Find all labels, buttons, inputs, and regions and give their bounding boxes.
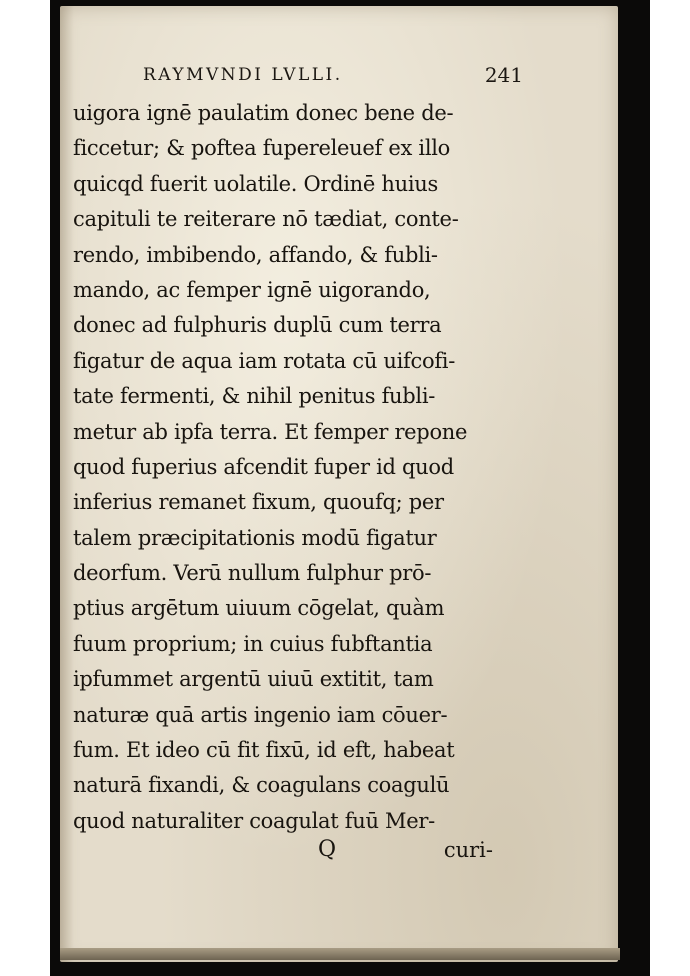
page-footer bbox=[143, 830, 493, 870]
text-line: quod naturaliter coagulat fuū Mer- bbox=[73, 808, 435, 833]
text-line: tate fermenti, & nihil penitus fubli- bbox=[73, 384, 436, 409]
text-line: figatur de aqua iam rotata cū uifcofi- bbox=[73, 348, 456, 373]
text-line: naturā fixandi, & coagulans coagulū bbox=[73, 773, 450, 798]
running-head: RAYMVNDI LVLLI. bbox=[143, 65, 343, 85]
folio-number: 241 bbox=[484, 63, 523, 87]
text-line: ficcetur; & poftea fupereleuef ex illo bbox=[73, 136, 450, 161]
text-line: donec ad fulphuris duplū cum terra bbox=[73, 313, 442, 338]
text-line: rendo, imbibendo, affando, & fubli- bbox=[73, 242, 438, 267]
text-line: quicqd fuerit uolatile. Ordinē huius bbox=[73, 171, 438, 196]
text-line: naturæ quā artis ingenio iam cōuer- bbox=[73, 702, 448, 727]
text-line: metur ab ipfa terra. Et femper repone bbox=[73, 419, 468, 444]
text-line: talem præcipitationis modū figatur bbox=[73, 525, 437, 550]
text-line: ipfummet argentū uiuū extitit, tam bbox=[73, 667, 434, 692]
text-line: uigora ignē paulatim donec bene de- bbox=[73, 101, 454, 125]
text-line: fuum proprium; in cuius fubftantia bbox=[73, 631, 433, 656]
text-line: inferius remanet fixum, quoufq; per bbox=[73, 490, 444, 515]
text-line: quod fuperius afcendit fuper id quod bbox=[73, 454, 454, 479]
text-line: ptius argētum uiuum cōgelat, quàm bbox=[73, 596, 445, 621]
signature-mark: Q bbox=[318, 837, 337, 862]
text-line: capituli te reiterare nō tædiat, conte- bbox=[73, 207, 459, 232]
text-block bbox=[73, 96, 503, 839]
page-header bbox=[143, 60, 523, 94]
text-line: deorfum. Verū nullum fulphur prō- bbox=[73, 561, 432, 586]
catchword: curi- bbox=[443, 838, 493, 862]
page-bottom-edge bbox=[60, 948, 620, 960]
text-line: mando, ac femper ignē uigorando, bbox=[73, 277, 431, 302]
text-line: fum. Et ideo cū fit fixū, id eft, habeat bbox=[73, 738, 455, 763]
